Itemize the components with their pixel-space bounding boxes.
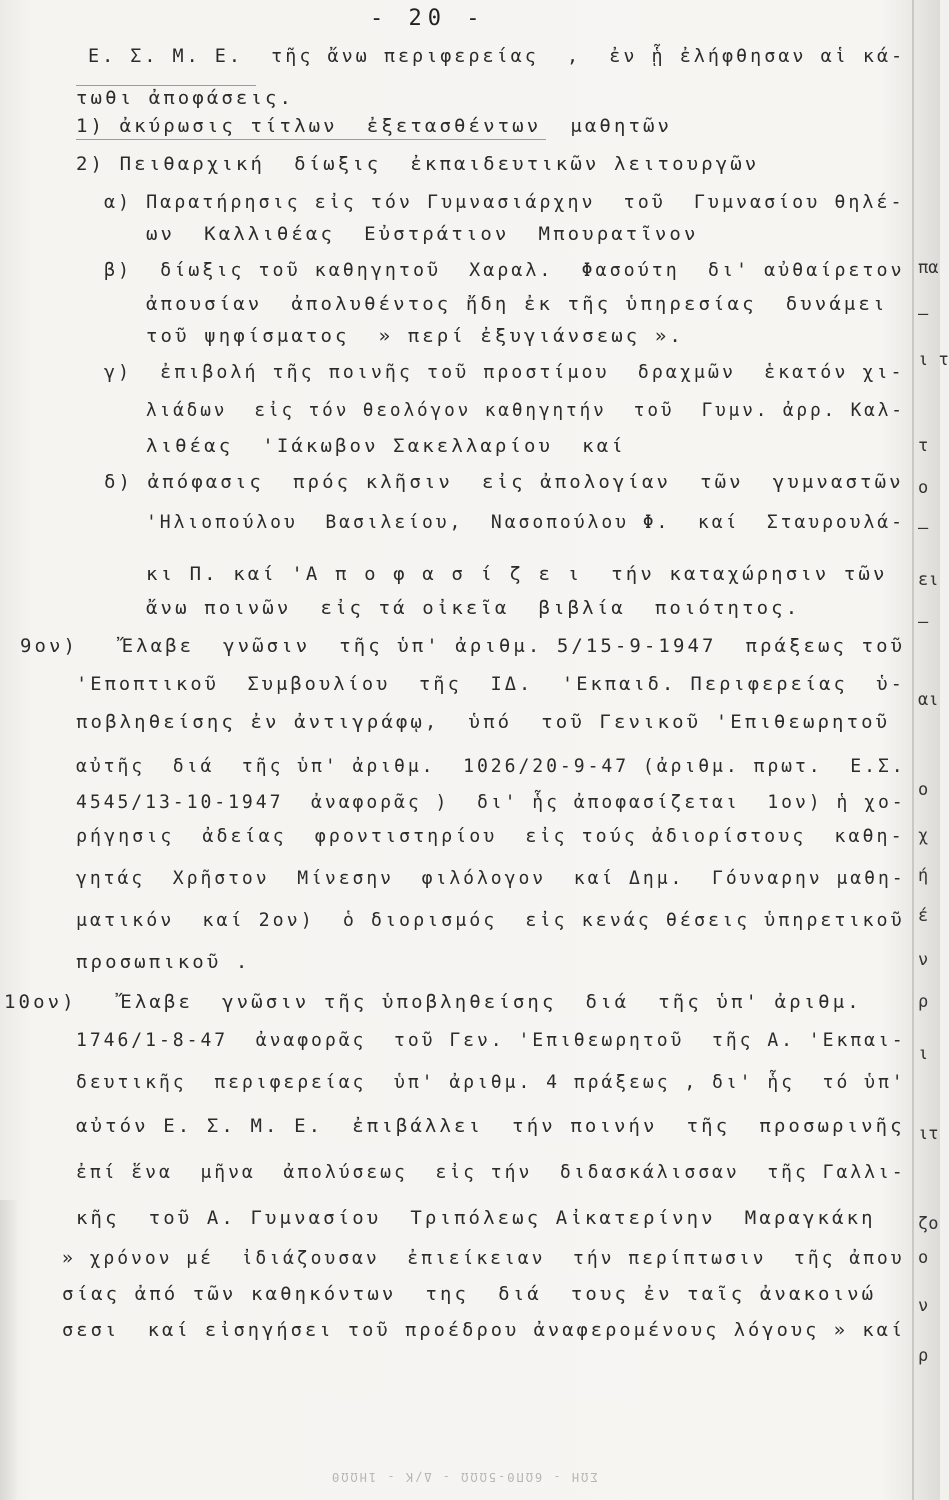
underline-rule [76,85,256,86]
text-line: προσωπικοῦ . [76,951,251,973]
margin-letter: ν [918,950,929,970]
text-line: » χρόνον μέ ἰδιάζουσαν ἐπιείκειαν τήν περίπτωσιν τῆς ἀπου [62,1247,905,1269]
margin-letter: πα [918,258,939,278]
text-line: ων Καλλιθέας Εὐστράτιον Μπουρατῖνον [146,223,699,245]
text-line: γ) ἐπιβολή τῆς ποινῆς τοῦ προστίμου δραχμῶν ἑκατόν χι- [104,361,905,383]
text-line: ματικόν καί 2ον) ὁ διορισμός εἰς κενάς θέσεις ὑπηρετικοῦ [76,909,905,931]
text-line: ἄνω ποινῶν εἰς τά οἰκεῖα βιβλία ποιότητος. [146,597,801,619]
text-line: 10ον) Ἔλαβε γνῶσιν τῆς ὑποβληθείσης διά τῆς ὑπ' ἀριθμ. [4,991,862,1013]
page-number: - 20 - [370,6,486,31]
page-left-edge-shadow [0,1200,18,1500]
margin-letter: – [918,518,929,538]
text-line: ρήγησις ἀδείας φροντιστηρίου εἰς τούς ἀδιορίστους καθη- [76,825,905,847]
margin-letter: ι τ [918,350,949,370]
text-line: δ) ἀπόφασις πρός κλῆσιν εἰς ἀπολογίαν τῶν γυμναστῶν [104,471,904,493]
margin-letter: ο [918,1248,929,1268]
text-line: σίας ἀπό τῶν καθηκόντων της διά τους ἐν ταῖς ἀνακοινώ [62,1283,877,1305]
underline-rule [76,139,546,140]
margin-letter: χ [918,826,929,846]
text-line: 2) Πειθαρχική δίωξις ἐκπαιδευτικῶν λειτουργῶν [76,153,760,175]
page-fold-line [912,0,914,1500]
text-line: γητάς Χρῆστον Μίνεσην φιλόλογον καί Δημ. Γόυναρην μαθη- [76,867,906,889]
text-line: αὐτῆς διά τῆς ὑπ' ἀριθμ. 1026/20-9-47 (ἀριθμ. πρωτ. Ε.Σ. [76,755,906,777]
footer-print-mark: ΣΩΗ - 6ΩΠΘ-5ΩΩΩ - Δ/Κ - 1ΗΩΩΘ [330,1470,598,1484]
text-line: λιάδων εἰς τόν θεολόγον καθηγητήν τοῦ Γυμν. ἀρρ. Καλ- [146,399,905,421]
text-line: 1746/1-8-47 ἀναφορᾶς τοῦ Γεν. 'Επιθεωρητοῦ τῆς Α. 'Εκπαι- [76,1029,906,1051]
text-line: αὐτόν Ε. Σ. Μ. Ε. ἐπιβάλλει τήν ποινήν τῆς προσωρινῆς [76,1115,905,1137]
margin-letter: ι [918,1044,929,1064]
text-line: κῆς τοῦ Α. Γυμνασίου Τριπόλεως Αἰκατερίνην Μαραγκάκη [76,1207,876,1229]
text-line: δευτικῆς περιφερείας ὑπ' ἀριθμ. 4 πράξεως , δι' ἧς τό ὑπ' [76,1071,906,1093]
margin-letter: ή [918,866,929,886]
text-line: β) δίωξις τοῦ καθηγητοῦ Χαραλ. Φασούτη δι' αὐθαίρετον [104,259,905,281]
text-line: 'Εποπτικοῦ Συμβουλίου τῆς ΙΔ. 'Εκπαιδ. Περιφερείας ὑ- [76,673,905,695]
text-line: λιθέας 'Ιάκωβον Σακελλαρίου καί [146,435,626,457]
margin-letter: ιτ [918,1124,939,1144]
text-line: 4545/13-10-1947 ἀναφορᾶς ) δι' ἧς ἀποφασίζεται 1ον) ἡ χο- [76,791,906,813]
text-line: ποβληθείσης ἐν ἀντιγράφῳ, ὑπό τοῦ Γενικοῦ 'Επιθεωρητοῦ [76,711,891,733]
margin-letter: έ [918,906,929,926]
text-line: α) Παρατήρησις εἰς τόν Γυμνασιάρχην τοῦ Γυμνασίου θηλέ- [104,191,905,213]
margin-letter: ρ [918,1346,929,1366]
text-line: ἀπουσίαν ἀπολυθέντος ἤδη ἐκ τῆς ὑπηρεσίας δυνάμει [146,293,888,315]
margin-letter: – [918,612,929,632]
margin-letter: αι [918,690,939,710]
text-line: Ε. Σ. Μ. Ε. τῆς ἄνω περιφερείας , ἐν ᾗ ἐλήφθησαν αἱ κά- [88,45,906,67]
margin-letter: ο [918,478,929,498]
margin-letter: ζο [918,1214,939,1234]
text-line: 'Ηλιοπούλου Βασιλείου, Νασοπούλου Φ. καί Σταυρουλά- [146,511,905,533]
margin-letter: ει [918,570,939,590]
margin-letter: ν [918,1296,929,1316]
text-line: τωθι ἀποφάσεις. [76,87,295,109]
text-line: κι Π. καί 'Α π ο φ α σ ί ζ ε ι τήν καταχώρησιν τῶν [146,563,888,585]
margin-letter: ο [918,780,929,800]
margin-letter: – [918,304,929,324]
text-line: τοῦ ψηφίσματος » περί ἐξυγιάνσεως ». [146,325,684,347]
text-line: σεσι καί εἰσηγήσει τοῦ προέδρου ἀναφερομένους λόγους » καί [62,1319,906,1341]
text-line: 9ον) Ἔλαβε γνῶσιν τῆς ὑπ' ἀριθμ. 5/15-9-1947 πράξεως τοῦ [20,635,906,657]
margin-letter: τ [918,436,929,456]
text-line: 1) ἀκύρωσις τίτλων ἐξετασθέντων μαθητῶν [76,115,673,137]
text-line: ἐπί ἕνα μῆνα ἀπολύσεως εἰς τήν διδασκάλισσαν τῆς Γαλλι- [76,1161,906,1183]
margin-letter: ρ [918,992,929,1012]
